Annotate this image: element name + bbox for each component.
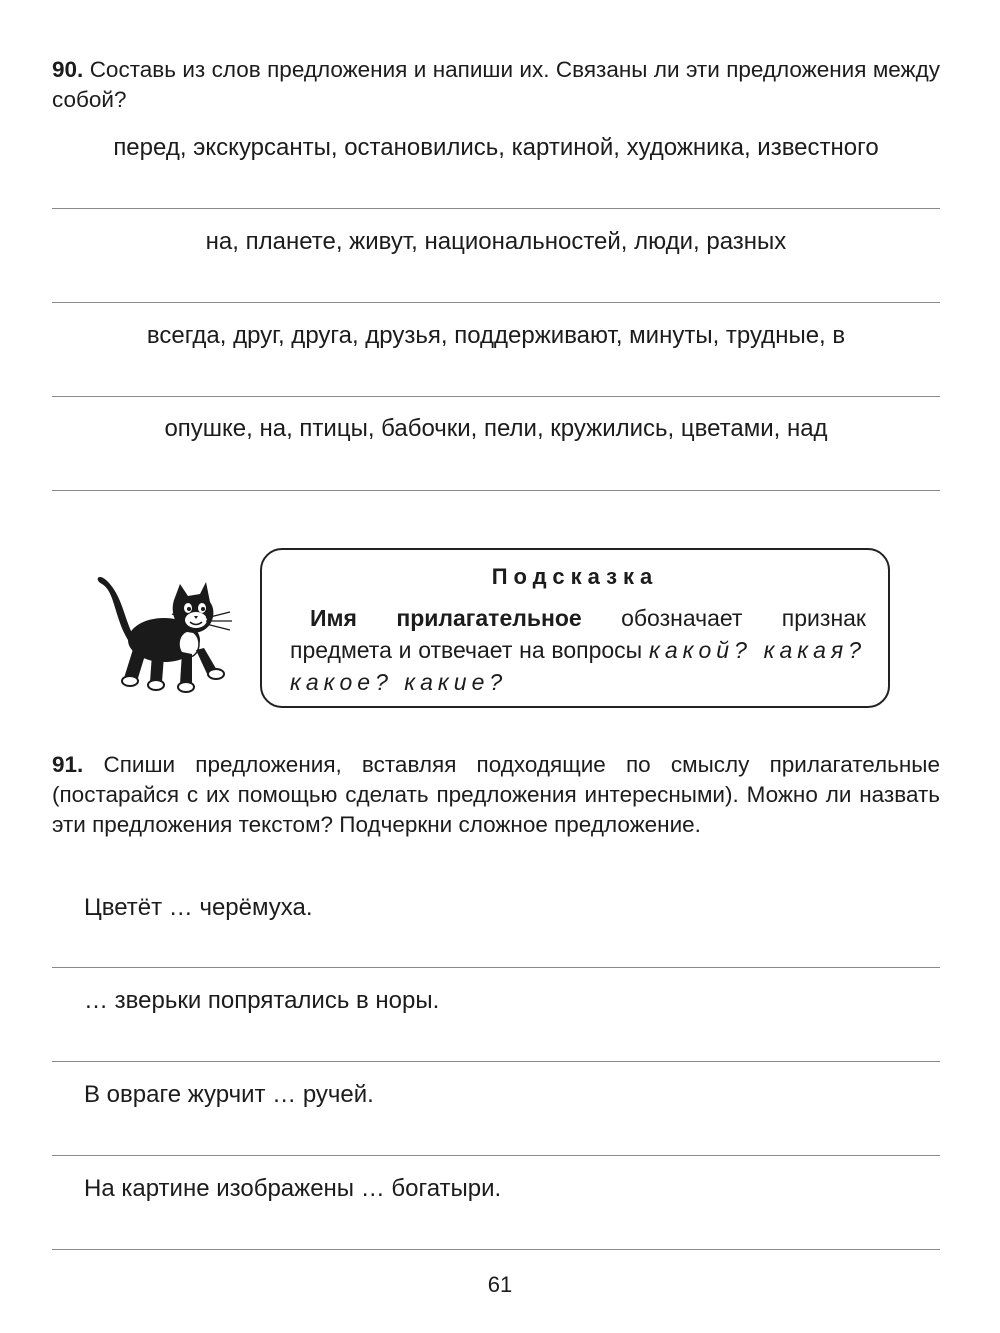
cat-leg [150, 654, 164, 682]
cat-pupil [201, 607, 205, 611]
answer-line[interactable] [52, 302, 940, 303]
cat-leg [124, 646, 146, 678]
hint-box [260, 548, 890, 708]
hint-questions: какой? какая? какое? какие? [290, 637, 867, 695]
hint-term: Имя прилагательное [310, 605, 582, 631]
word-set-3: всегда, друг, друга, друзья, поддерживают, минуты, трудные, в [146, 322, 846, 349]
cat-paw [178, 682, 194, 692]
sentence-4: На картине изображены … богатыри. [84, 1175, 502, 1202]
answer-line[interactable] [52, 1249, 940, 1250]
cat-paw [208, 669, 224, 679]
cat-muzzle [185, 612, 207, 628]
cat-leg [180, 652, 192, 684]
cat-illustration [84, 560, 244, 695]
answer-line[interactable] [52, 490, 940, 491]
answer-line[interactable] [52, 396, 940, 397]
task-90-instruction [52, 55, 940, 115]
sentence-3: В овраге журчит … ручей. [84, 1081, 374, 1108]
answer-line[interactable] [52, 1061, 940, 1062]
sentence-1: Цветёт … черёмуха. [84, 894, 313, 921]
answer-line[interactable] [52, 208, 940, 209]
word-set-2: на, планете, живут, национальностей, люди, разных [205, 228, 787, 255]
word-set-4: опушке, на, птицы, бабочки, пели, кружились, цветами, над [164, 415, 828, 442]
cat-pupil [187, 607, 191, 611]
cat-paw [148, 680, 164, 690]
task-91-text: Спиши предложения, вставляя подходящие по смыслу прилагательные (постарайся с их помощью сделать предложения интересными). Можно ли назвать эти предложения текстом? Подчеркни сложное предложение. [52, 752, 940, 837]
hint-text: обозначает признак предмета и отвечает на вопросы [290, 605, 866, 663]
sentence-2: … зверьки попрятались в норы. [84, 987, 440, 1014]
task-91-instruction [52, 750, 940, 840]
cat-paw [122, 676, 138, 686]
page-number: 61 [487, 1272, 513, 1297]
answer-line[interactable] [52, 967, 940, 968]
hint-title: Подсказка [491, 564, 659, 589]
hint-body [290, 602, 866, 698]
task-91-number: 91. [52, 752, 84, 777]
word-set-1: перед, экскурсанты, остановились, картиной, художника, известного [113, 134, 879, 161]
answer-line[interactable] [52, 1155, 940, 1156]
task-90-text: Составь из слов предложения и напиши их. Связаны ли эти предложения между собой? [52, 57, 940, 112]
task-90-number: 90. [52, 57, 84, 82]
